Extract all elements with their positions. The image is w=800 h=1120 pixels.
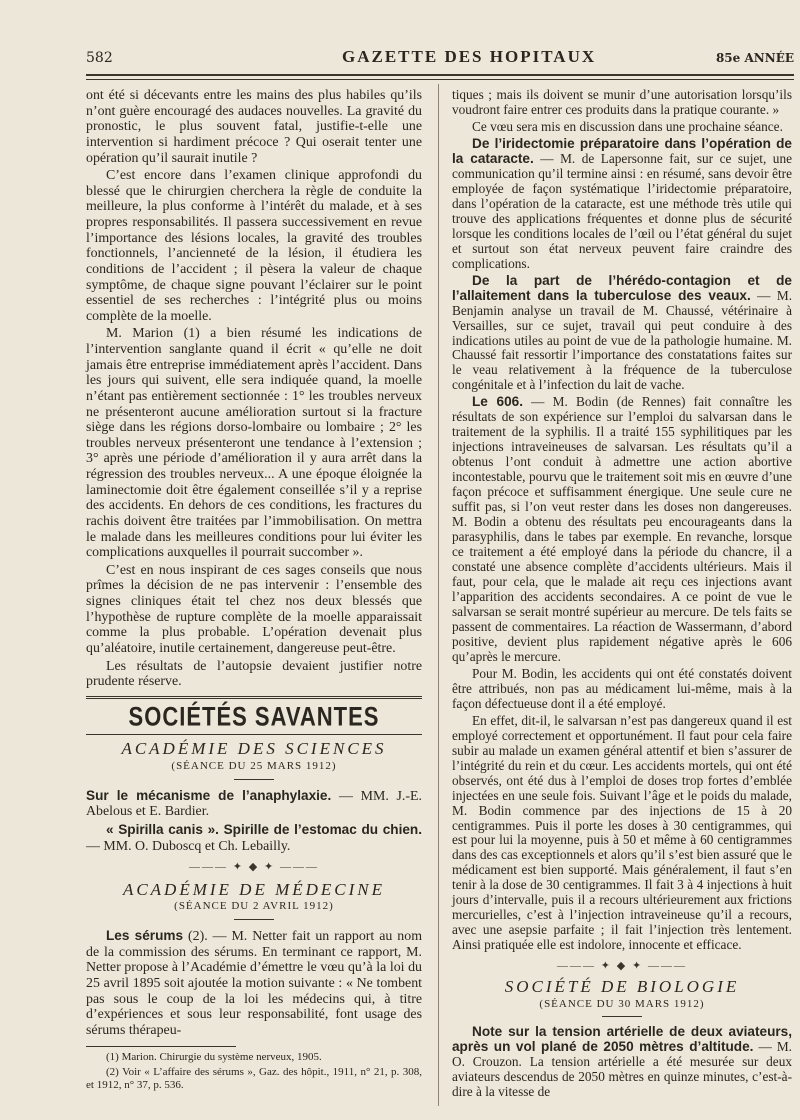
paragraph: M. Marion (1) a bien résumé les indications de l’intervention sanglante quand il écrit « qu’elle ne doit jamais être entreprise immédiatement après l’accident. Dans les jours qui suivent, elle sera indiquée quand, la moelle n’étant pas entièrement sectionnée : 1° les troubles nerveux ne présenteront aucune amélioration surtout si la fracture siège dans les régions dorso-lombaire ou lombaire ; 2° les troubles nerveux présenteront une tendance à l’extension ; 3° après une période d’amélioration il y aura arrêt dans la régression des troubles nerveux... A une époque éloignée la laminectomie doit être également conseillée s’il y a reprise des accidents. En dehors de ces conditions, les fractures du rachis doivent être traitées par l’immobilisation. On mettra le malade dans les meilleures conditions pour lui éviter les complications auxquelles il pourrait succomber ». (86, 326, 422, 561)
paragraph: C’est encore dans l’examen clinique approfondi du blessé que le chirurgien cherchera la règle de conduite la meilleure, la plus conforme à l’intérêt du malade, et à ses propres responsabilités. Il passera successivement en revue l’importance des lésions locales, la gravité des troubles fonctionnels, l’ancienneté de la lésion, il étudiera les conditions de l’accident ; il pèsera la valeur de chaque symptôme, de chaque signe pouvant l’éclairer sur le point essentiel de ses recherches : l’intégrité plus ou moins complète de la moelle. (86, 168, 422, 324)
paragraph: C’est en nous inspirant de ces sages conseils que nous prîmes la décision de ne pas intervenir : l’ensemble des signes cliniques était tel chez nos deux blessés que l’hypothèse de rupture complète de la moelle apparaissait comme la plus probable. L’opération devenait plus qu’aléatoire, inutile certainement, dangereuse peut-être. (86, 562, 422, 656)
paragraph: Les résultats de l’autopsie devaient justifier notre prudente réserve. (86, 658, 422, 690)
session-date: (SÉANCE DU 25 MARS 1912) (171, 760, 337, 772)
footnote-rule (86, 1046, 236, 1047)
session-date: (SÉANCE DU 30 MARS 1912) (539, 998, 705, 1011)
session-date: (SÉANCE DU 2 AVRIL 1912) (174, 900, 334, 913)
item-title: Le 606. (472, 394, 523, 410)
paragraph: En effet, dit-il, le salvarsan n’est pas dangereux quand il est employé correctement et opportunément. Il faut pour cela faire subir au malade un examen général attentif et bien s’assurer de l’intégrité du rein et du cœur. Les accidents mortels, qui ont été observés, ont été dus à l’emploi de doses trop fortes d’emblée injectées en une seule fois. Suivant l’âge et le poids du malade, M. Bodin commence par des injections de 15 à 20 centigrammes. Puis il porte les doses à 30 centigrammes, qui est pour lui la moyenne, puis à 50 et même à 60 centigrammes dans des cas exceptionnels et alors qu’il s’est bien assuré que le médicament est bien supporté. Mais généralement, il faut s’en tenir à la dose de 30 centigrammes. Il fait 3 à 4 injections à huit jours d’intervalle, puis il a recours ultérieurement aux frictions mercurielles, c’est à l’injection intraveineuse qu’il a recours, avec une asepsie parfaite ; il fait l’injection très lentement. Ainsi pratiquée elle est indolore, innocente et efficace. (452, 712, 792, 953)
item-title: De l’iridectomie préparatoire dans l’opération de la cataracte. (452, 135, 792, 166)
journal-title: GAZETTE DES HOPITAUX (342, 47, 597, 66)
communication-item (86, 822, 422, 854)
header-rule-thin (86, 79, 794, 80)
footnote: (1) Marion. Chirurgie du système nerveux, 1905. (106, 1051, 322, 1064)
society-heading: ACADÉMIE DES SCIENCES (121, 739, 387, 759)
item-title: « Spirilla canis ». Spirille de l’estomac du chien. (106, 821, 422, 837)
short-rule (602, 1016, 642, 1017)
item-text: — M. Bodin (de Rennes) fait connaître les résultats de son expérience sur l’emploi du salvarsan dans le traitement de la syphilis. Il a traité 155 syphilitiques par les injections intraveineuses de salvarsan. Les résultats qu’il a obtenus l’ont conduit à admettre une action abortive incontestable, pourvu que le traitement soit mis en œuvre d’une façon précoce et suffisamment énergique. Une seule cure ne suffit pas, si l’on veut rester dans les doses non dangereuses. M. Bodin a obtenu des résultats peu encourageants dans la parasyphilis, dans le tabes par exemple. En revanche, lorsque ce traitement a été employé dans la période du chancre, il a constaté une absence complète d’accidents ultérieurs. Mais il faut, pour cela, que le malade ait reçu ces injections avant l’apparition des accidents secondaires. A ce point de vue le salvarsan se serait montré supérieur au mercure. De tels faits se passent de commentaires. La réaction de Wassermann, d’abord positive, devient plus rapidement négative après le 606 qu’après le mercure. (452, 394, 792, 664)
item-title: Note sur la tension artérielle de deux aviateurs, après un vol plané de 2050 mètres d’altitude. (452, 1024, 792, 1055)
ornament-divider: ——— ✦ ◆ ✦ ——— (189, 861, 319, 874)
communication-item (452, 137, 792, 272)
item-text: (2). — M. Netter fait un rapport au nom de la commission des sérums. En terminant ce rapport, M. Netter propose à l’Académie d’émettre le vœu qu’à la loi du 25 avril 1895 soit ajoutée la motion suivante : « Ne tombent pas sous le coup de la loi les médecins qui, à titre d’expériences et sous leur responsabilité, font usage des sérums thérapeu- (86, 929, 422, 1038)
left-column (86, 88, 422, 1093)
right-column (452, 88, 792, 1102)
short-rule (234, 919, 274, 920)
column-divider (438, 84, 439, 1106)
ornament-divider: ——— ✦ ◆ ✦ ——— (557, 960, 687, 973)
paragraph: tiques ; mais ils doivent se munir d’une autorisation lorsqu’ils voudront faire entrer ces produits dans la pratique courante. » (452, 87, 792, 117)
journal-year: 85e ANNÉE (715, 51, 794, 65)
item-authors: — MM. J.-E. Abelous et E. Bardier. (86, 788, 422, 820)
item-text: — M. Benjamin analyse un travail de M. Chaussé, vétérinaire à Versailles, sur ce sujet, travail qui peut conduire à des indications utiles au point de vue de la pathologie humaine. M. Chaussé fait ressortir l’importance des constatations faites sur le veau relativement à la fréquence de la tuberculose congénitale et à l’infection du lait de vache. (452, 287, 793, 393)
section-rule (86, 696, 422, 699)
paragraph: Ce vœu sera mis en discussion dans une prochaine séance. (472, 118, 783, 134)
item-authors: — MM. O. Duboscq et Ch. Lebailly. (86, 838, 291, 854)
item-text: — M. O. Crouzon. La tension artérielle a été mesurée sur deux aviateurs descendus de 2050 mètres en quinze minutes, c’est-à-dire à la vitesse de (452, 1039, 792, 1099)
communication-item (452, 395, 792, 664)
item-title: De la part de l’hérédo-contagion et de l’allaitement dans la tuberculose des veaux. (452, 272, 792, 303)
item-title: Les sérums (106, 928, 184, 943)
short-rule (234, 779, 274, 780)
paragraph: ont été si décevants entre les mains des plus habiles qu’ils n’ont guère encouragé des audaces nouvelles. La gravité du pronostic, le plus souvent fatal, justifie-t-elle une intervention si hardiment précoce ? Qui oserait tenter une opération qu’il saurait inutile ? (86, 88, 422, 166)
header-rule (86, 74, 794, 76)
communication-item (452, 1025, 792, 1100)
item-title: Sur le mécanisme de l’anaphylaxie. (86, 787, 332, 803)
page-header (86, 44, 794, 74)
communication-item (452, 274, 792, 394)
communication-item (86, 788, 422, 820)
society-heading: SOCIÉTÉ DE BIOLOGIE (504, 977, 740, 997)
footnote: (2) Voir « L’affaire des sérums », Gaz. des hôpit., 1911, n° 21, p. 308, et 1912, n° 37, p. 536. (86, 1065, 422, 1091)
item-text: — M. de Lapersonne fait, sur ce sujet, une communication qu’il termine ainsi : en résumé, sans devoir être employée de façon systématique l’iridectomie préparatoire, dans l’opération de la cataracte, est une méthode très utile qui trouve des applications fréquentes et donne plus de sécurité lorsque les conditions locales de l’œil ou l’état général du sujet et surtout son état nerveux peuvent faire craindre des complications. (452, 150, 792, 271)
page-number: 582 (86, 50, 113, 66)
section-rule (86, 734, 422, 735)
communication-item (86, 928, 422, 1038)
society-heading: ACADÉMIE DE MÉDECINE (122, 879, 386, 899)
paragraph: Pour M. Bodin, les accidents qui ont été constatés doivent être attribués, non pas au médicament lui-même, mais à la façon défectueuse dont il a été employé. (452, 665, 792, 711)
section-title: SOCIÉTÉS SAVANTES (128, 701, 380, 732)
